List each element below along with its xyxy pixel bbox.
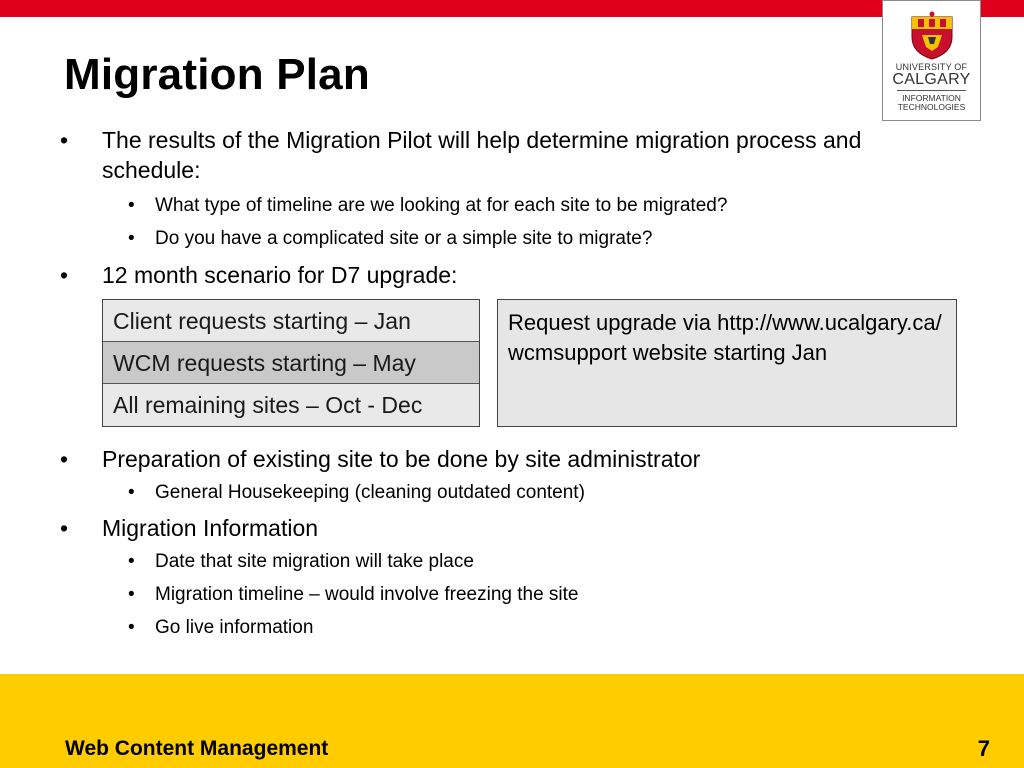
bullet-item [60, 513, 950, 543]
scenario-table [102, 299, 480, 427]
bullet-item [60, 444, 950, 474]
logo-university-text: UNIVERSITY OF [895, 62, 968, 72]
university-logo [882, 0, 981, 121]
sub-bullet-text: General Housekeeping (cleaning outdated content) [155, 482, 585, 503]
logo-divider [897, 90, 966, 91]
bullet-text: Preparation of existing site to be done by site administrator [102, 446, 701, 472]
bullet-glyph: • [128, 617, 135, 638]
sub-bullet-text: Migration timeline – would involve freezing the site [155, 584, 579, 605]
bullet-item [60, 125, 950, 185]
sub-bullet-item [128, 583, 928, 607]
bullet-glyph: • [128, 228, 135, 249]
bullet-text: 12 month scenario for D7 upgrade: [102, 262, 458, 288]
logo-calgary-text: CALGARY [892, 71, 971, 88]
sub-bullet-item [128, 194, 928, 218]
sub-bullet-item [128, 227, 928, 251]
bullet-glyph: • [60, 262, 69, 288]
footer-title: Web Content Management [65, 737, 329, 760]
bullet-item [60, 260, 950, 290]
bullet-glyph: • [128, 584, 135, 605]
scenario-row-client: Client requests starting – Jan [103, 300, 479, 342]
upgrade-request-note: Request upgrade via http://www.ucalgary.ca/ wcmsupport website starting Jan [497, 299, 957, 427]
bullet-glyph: • [128, 195, 135, 216]
logo-technologies-text: TECHNOLOGIES [897, 102, 966, 112]
bullet-glyph: • [60, 515, 69, 541]
sub-bullet-item [128, 616, 928, 640]
top-accent-bar [0, 0, 1024, 17]
slide-title: Migration Plan [64, 50, 370, 99]
coat-of-arms-icon [908, 11, 956, 61]
sub-bullet-text: Date that site migration will take place [155, 551, 474, 572]
bullet-text: Migration Information [102, 515, 319, 541]
bullet-glyph: • [60, 446, 69, 472]
page-number: 7 [977, 736, 990, 761]
sub-bullet-item [128, 481, 928, 505]
sub-bullet-text: Go live information [155, 617, 314, 638]
bullet-glyph: • [128, 482, 135, 503]
bullet-glyph: • [128, 551, 135, 572]
sub-bullet-text: Do you have a complicated site or a simple site to migrate? [155, 228, 653, 249]
sub-bullet-text: What type of timeline are we looking at for each site to be migrated? [155, 195, 728, 216]
logo-information-text: INFORMATION [902, 93, 961, 103]
sub-bullet-item [128, 550, 928, 574]
bullet-text: The results of the Migration Pilot will help determine migration process and schedule: [102, 127, 862, 183]
scenario-row-remaining: All remaining sites – Oct - Dec [103, 384, 479, 426]
scenario-row-wcm: WCM requests starting – May [103, 342, 479, 384]
bullet-glyph: • [60, 127, 69, 153]
